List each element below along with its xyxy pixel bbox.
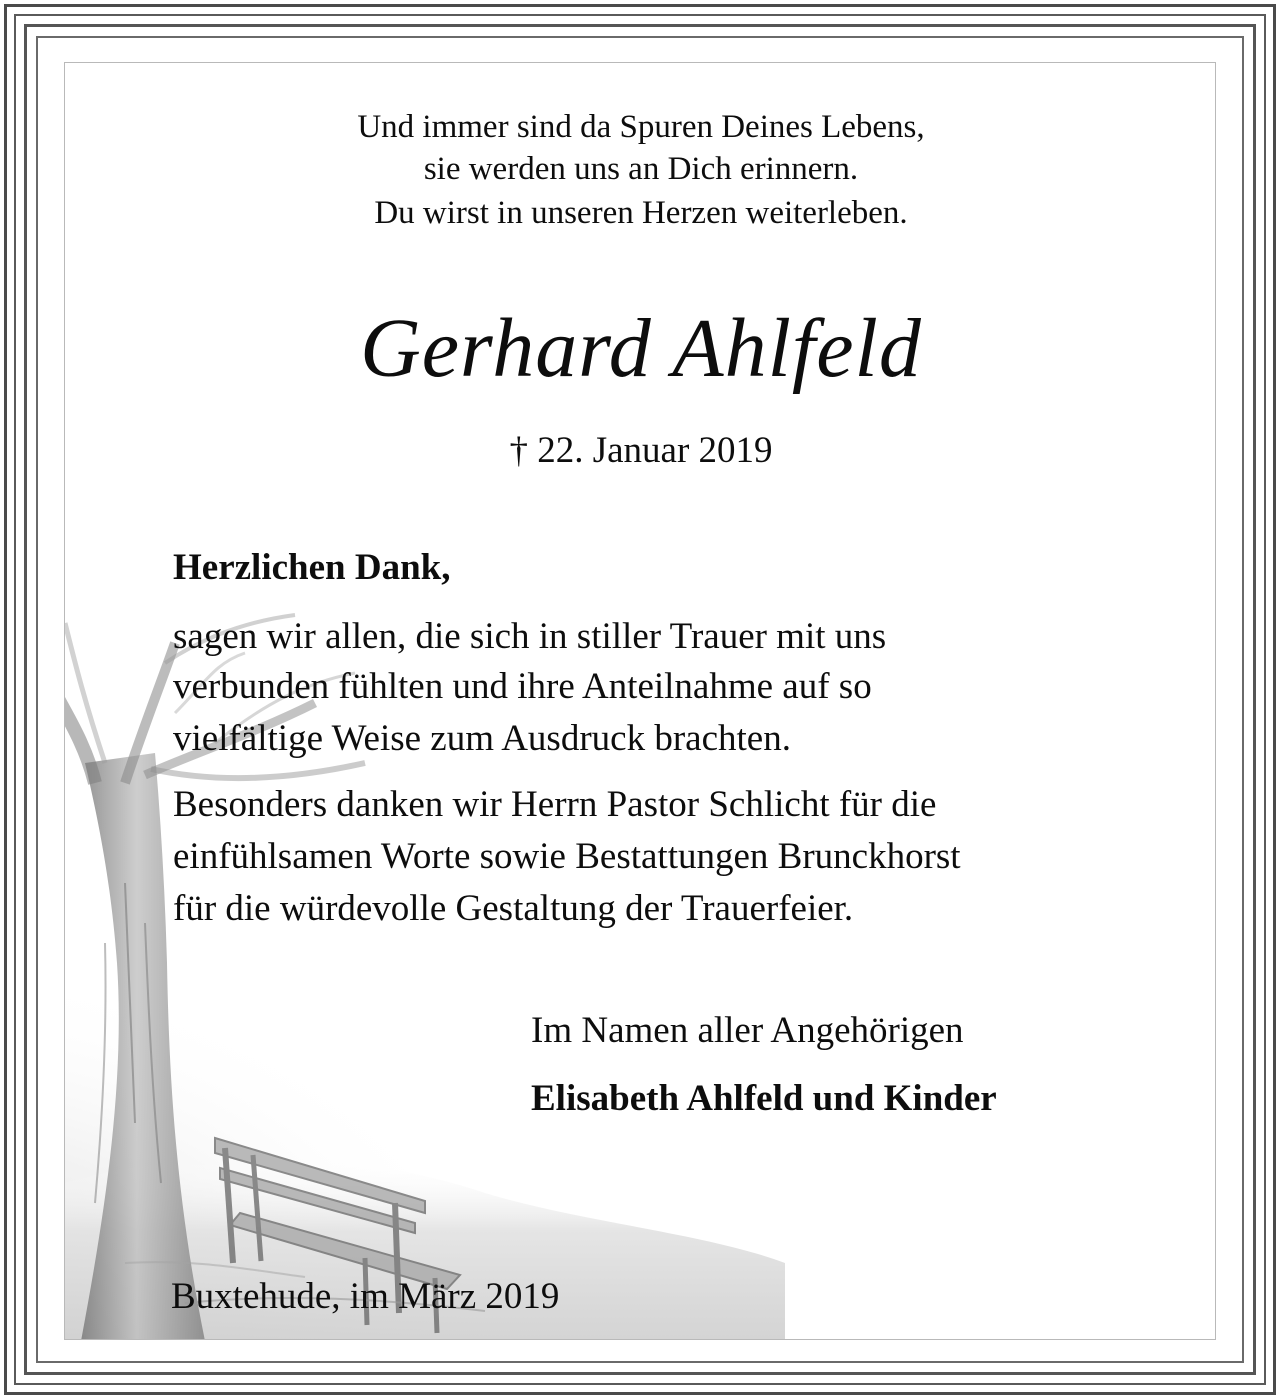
thanks-line-3: vielfältige Weise zum Ausdruck brachten. [173,718,791,759]
thanks-line-4: Besonders danken wir Herrn Pastor Schlicht für die [173,784,937,825]
notice-text [65,63,1216,1340]
thanks-line-1: sagen wir allen, die sich in stiller Trauer mit uns [173,616,887,657]
verse-line-3: Du wirst in unseren Herzen weiterleben. [374,195,908,231]
thanks-line-2: verbunden fühlten und ihre Anteilnahme auf so [173,666,872,707]
signature-line-1: Im Namen aller Angehörigen [531,1010,964,1051]
thanks-heading: Herzlichen Dank, [173,547,451,588]
verse-line-2: sie werden uns an Dich erinnern. [423,151,859,187]
thanks-line-6: für die würdevolle Gestaltung der Trauerfeier. [173,888,854,929]
death-date: † 22. Januar 2019 [509,430,773,471]
notice-panel [64,62,1216,1340]
signature-line-2: Elisabeth Ahlfeld und Kinder [531,1078,997,1119]
thanks-line-5: einfühlsamen Worte sowie Bestattungen Brunckhorst [173,836,961,877]
deceased-name: Gerhard Ahlfeld [360,302,922,395]
place-date: Buxtehude, im März 2019 [171,1276,560,1317]
verse-line-1: Und immer sind da Spuren Deines Lebens, [357,109,925,145]
